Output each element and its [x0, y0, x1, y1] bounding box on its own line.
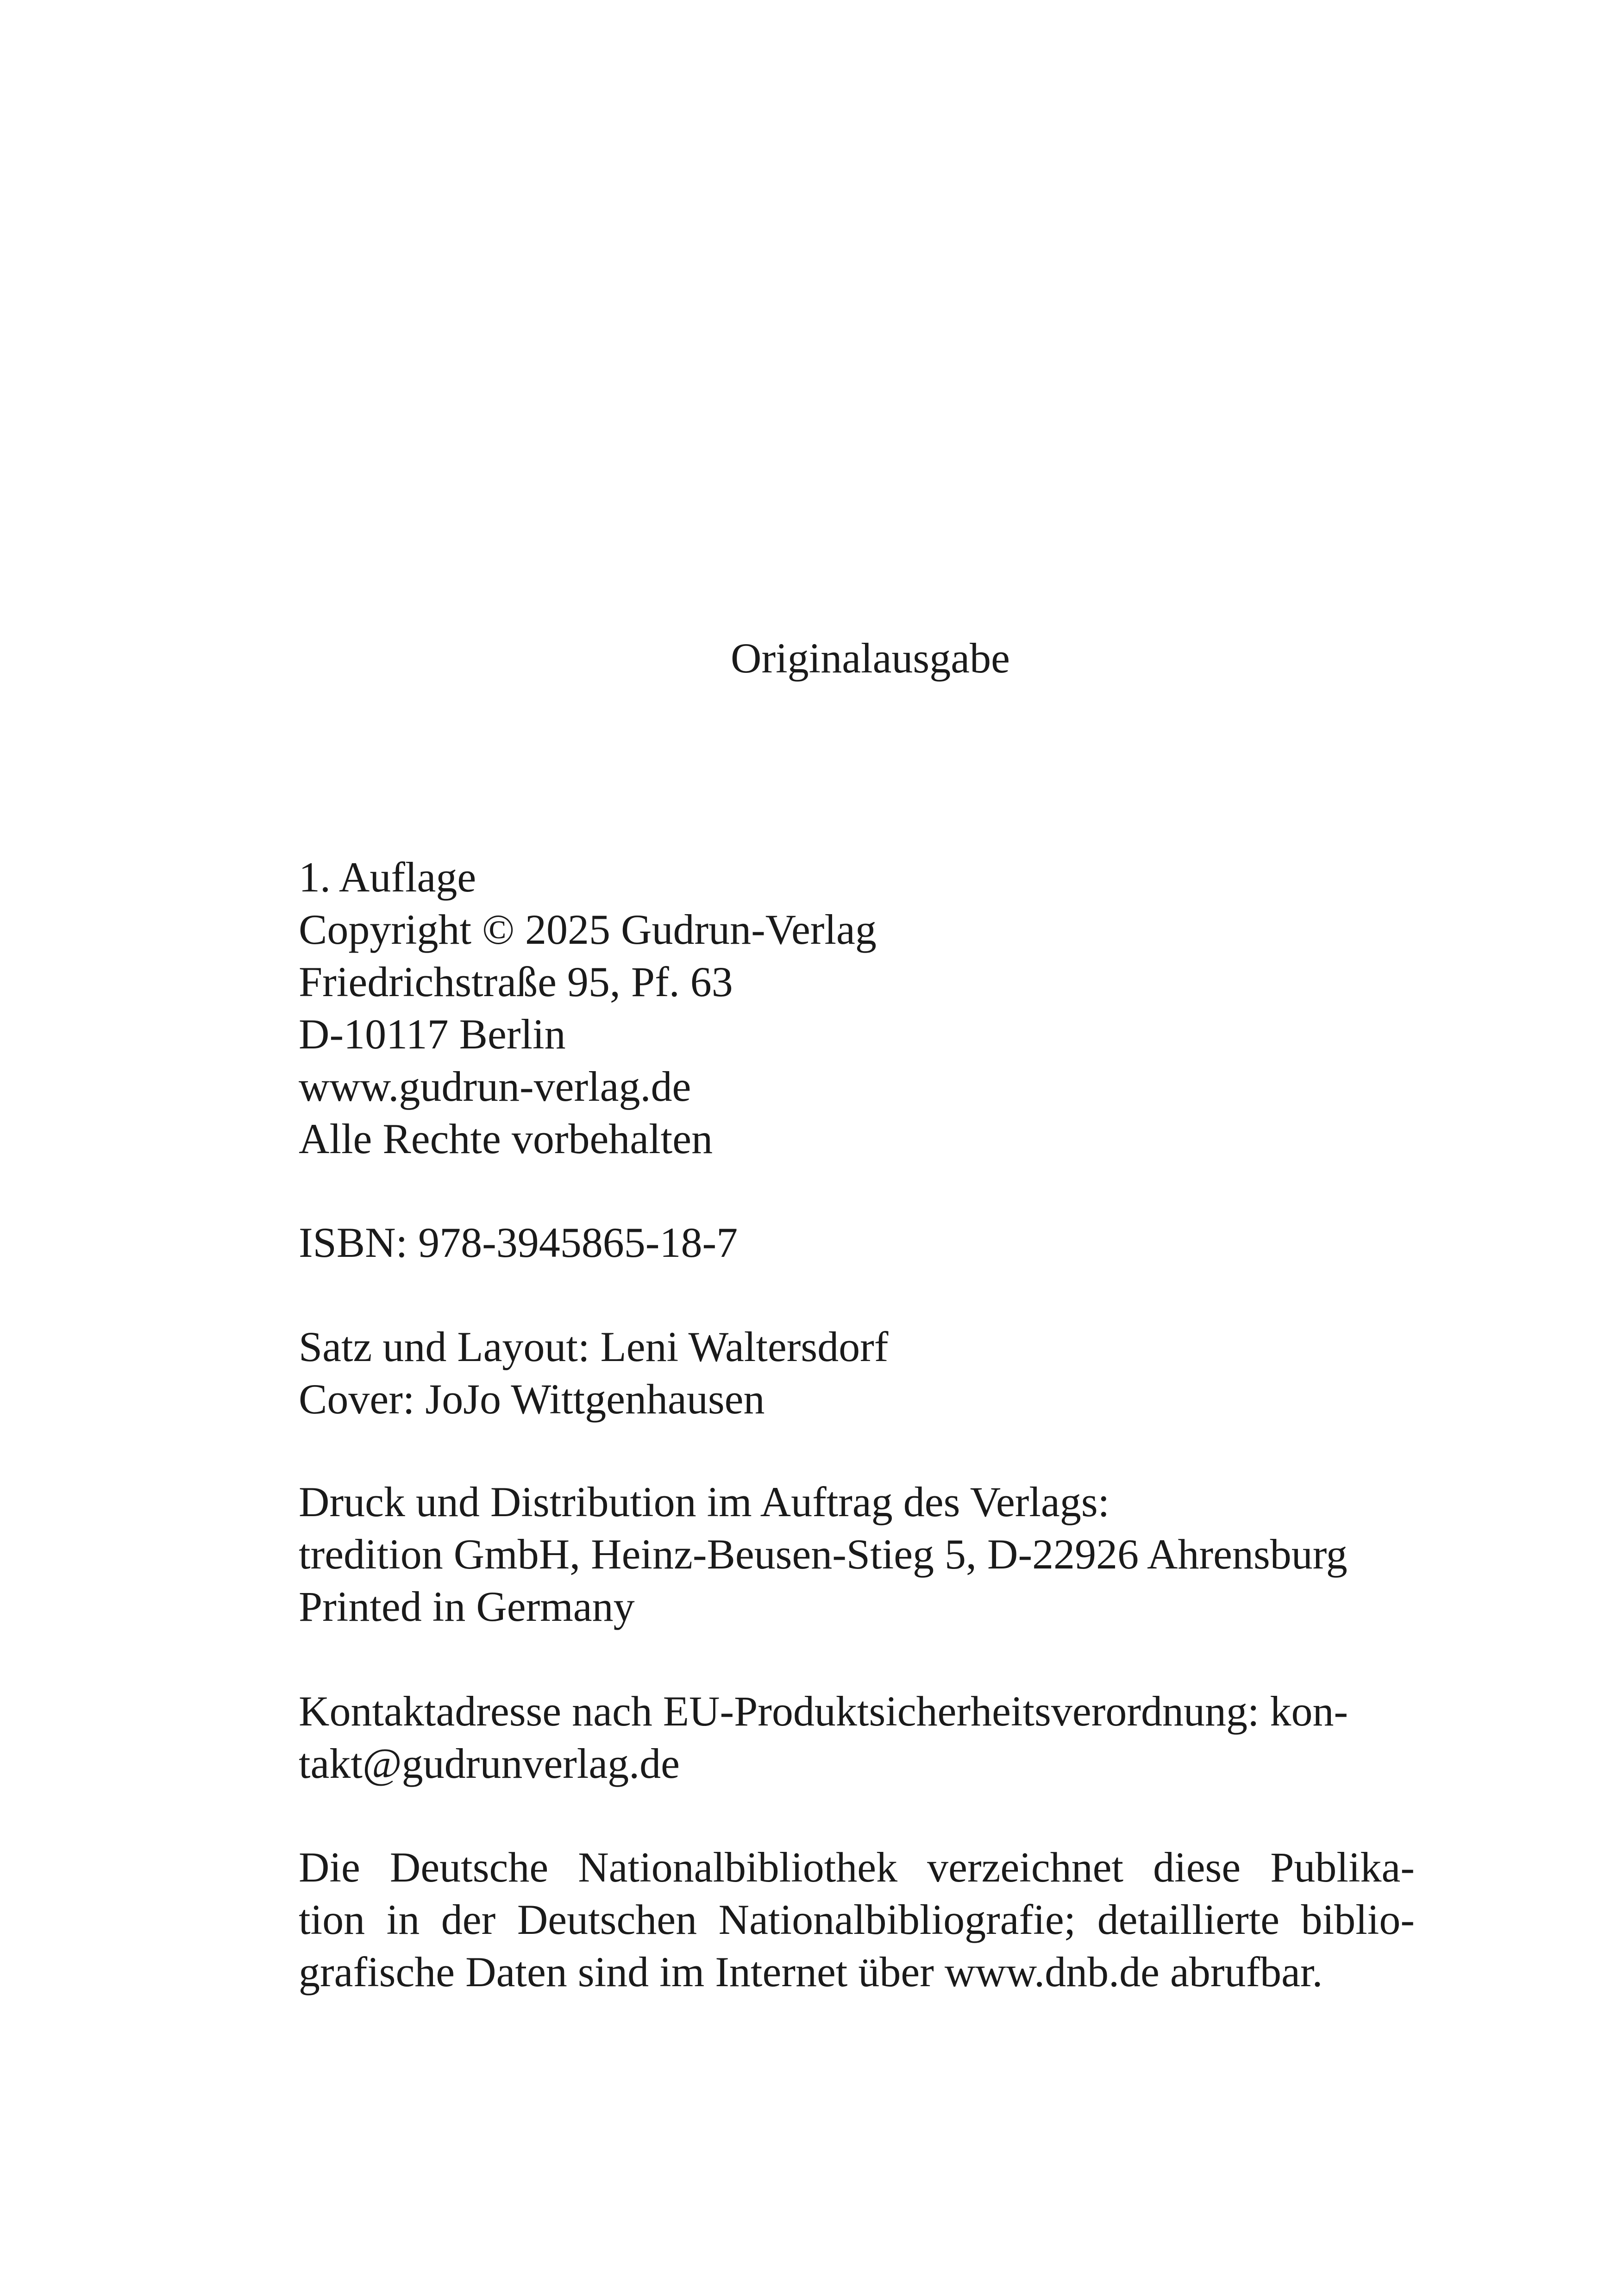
- dnb-line-3: grafische Daten sind im Internet über www.dnb.de abrufbar.: [299, 1948, 1323, 1995]
- copyright-line: Copyright © 2025 Gudrun-Verlag: [299, 906, 877, 953]
- imprint-block: [299, 851, 877, 1165]
- print-block: [299, 1476, 1348, 1633]
- dnb-line-1: Die Deutsche Nationalbibliothek verzeichnet diese Publika-: [299, 1844, 1415, 1891]
- layout-credit: Satz und Layout: Leni Waltersdorf: [299, 1323, 889, 1370]
- edition-label: Originalausgabe: [731, 634, 1010, 682]
- isbn-block: [299, 1217, 738, 1269]
- printed-in: Printed in Germany: [299, 1583, 635, 1630]
- dnb-line-2: tion in der Deutschen Nationalbibliografie; detaillierte biblio-: [299, 1896, 1415, 1943]
- publisher-street: Friedrichstraße 95, Pf. 63: [299, 958, 733, 1005]
- publisher-website: www.gudrun-verlag.de: [299, 1063, 691, 1110]
- cover-credit: Cover: JoJo Wittgenhausen: [299, 1375, 765, 1423]
- contact-line-1: Kontaktadresse nach EU-Produktsicherheitsverordnung: kon-: [299, 1687, 1348, 1735]
- edition-number: 1. Auflage: [299, 853, 476, 901]
- publisher-city: D-10117 Berlin: [299, 1010, 566, 1058]
- printer-address: tredition GmbH, Heinz-Beusen-Stieg 5, D-22926 Ahrensburg: [299, 1531, 1348, 1578]
- contact-line-2: takt@gudrunverlag.de: [299, 1740, 680, 1787]
- isbn-line: ISBN: 978-3945865-18-7: [299, 1219, 738, 1266]
- dnb-notice: [299, 1841, 1415, 1998]
- print-heading: Druck und Distribution im Auftrag des Verlags:: [299, 1478, 1110, 1525]
- contact-block: [299, 1685, 1348, 1790]
- rights-notice: Alle Rechte vorbehalten: [299, 1115, 713, 1162]
- credits-block: [299, 1321, 888, 1425]
